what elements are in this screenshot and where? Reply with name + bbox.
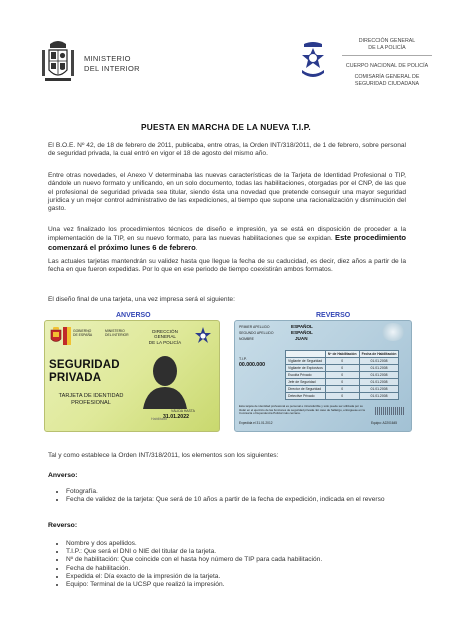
reverso-list [48, 540, 424, 589]
back-card-label: REVERSO [316, 312, 351, 319]
field-label: PRIMER APELLIDO [239, 325, 270, 329]
police-dg-line: DE LA POLICÍA [368, 45, 406, 51]
card-tip-subtitle [51, 393, 131, 406]
card-tip-line: PROFESIONAL [71, 399, 111, 406]
police-badge-icon [296, 40, 330, 82]
table-cell: 01.01.2008 [359, 358, 399, 365]
list-item: • Nº de habilitación: Que coincide con el hasta hoy número de TIP para cada habilitación. [66, 556, 424, 564]
table-header [286, 351, 326, 358]
field-value: ESPAÑOL [291, 330, 313, 335]
flag-stripe-yellow [67, 327, 71, 345]
field-value: ESPAÑOL [291, 324, 313, 329]
police-corps-line: SEGURIDAD CIUDADANA [354, 81, 420, 87]
barcode-strip [375, 407, 405, 415]
table-cell: 01.01.2008 [359, 386, 399, 393]
ministry-line: MINISTERIO [84, 54, 131, 63]
police-corps-line: CUERPO NACIONAL DE POLICÍA [345, 63, 429, 69]
list-item: • Fecha de habilitación. [66, 565, 424, 573]
paragraph-end: . [195, 244, 198, 252]
spain-coat-of-arms-icon [49, 327, 63, 345]
list-item: • Fotografía. [66, 488, 424, 496]
habilitations-table [285, 350, 399, 400]
table-row [286, 379, 399, 386]
paragraph-procedimiento-text: Una vez finalizado los procedimientos técnicos de diseño e impresión, ya se está en disposición de proceder a la implementación de la TIP, en su nuevo formato, para las nuevas habilitaciones que se expidan. [48, 226, 406, 243]
card-valid-label: VÁLIDA HASTA [171, 409, 195, 413]
list-item: • Fecha de validez de la tarjeta: Que será de 10 años a partir de la fecha de expedición, indicada en el reverso [66, 496, 424, 504]
card-valid-date: 31.01.2022 [163, 414, 189, 420]
card-dg-line: DE LA POLICÍA [148, 339, 182, 345]
tip-number: 00.000.000 [239, 362, 265, 368]
table-cell: Escolta Privado [286, 372, 326, 379]
paragraph-boe: El B.O.E. Nº 42, de 18 de febrero de 2011, publicaba, entre otras, la Orden INT/318/2011, de 1 de febrero, sobre personal de seguridad privada, la cual entró en vigor el 18 de agosto del mismo año. [48, 142, 406, 158]
card-ministry-line: MINISTERIO [105, 329, 125, 333]
card-tip-line: TARJETA DE IDENTIDAD [58, 393, 124, 399]
table-cell: Director de Seguridad [286, 386, 326, 393]
equipment-code: Equipo: A2201645 [371, 421, 398, 425]
ministry-line: DEL INTERIOR [84, 64, 140, 73]
start-date-emphasis: Este procedimiento comenzará el próximo lunes 6 de febrero [48, 233, 406, 252]
table-cell: 0 [325, 365, 359, 372]
tip-card-front [44, 320, 220, 432]
police-corps-line: COMISARÍA GENERAL DE [354, 74, 420, 80]
table-cell: 01.01.2008 [359, 393, 399, 400]
field-value: JUAN [295, 336, 308, 341]
list-item: • Equipo: Terminal de la UCSP que realizó la impresión. [66, 581, 424, 589]
card-dg-line: DIRECCIÓN GENERAL [152, 329, 178, 340]
card-ministry-line: DEL INTERIOR [105, 333, 129, 337]
anverso-heading: Anverso: [48, 472, 78, 479]
table-row [286, 393, 399, 400]
card-government-label [73, 329, 92, 337]
list-item: • T.I.P.: Que será el DNI o NIE del titular de la tarjeta. [66, 548, 424, 556]
tip-card-back [234, 320, 412, 432]
table-cell: 0 [325, 393, 359, 400]
table-row [286, 386, 399, 393]
table-header: Nº de Habilitación [325, 351, 359, 358]
page-header [0, 0, 452, 110]
card-government-line: DE ESPAÑA [73, 333, 93, 337]
front-card-label: ANVERSO [116, 312, 151, 319]
table-cell: 0 [325, 358, 359, 365]
card-dg-label [141, 329, 189, 345]
police-department-block [342, 38, 432, 116]
table-row [286, 358, 399, 365]
card-security-title [49, 359, 120, 385]
paragraph-procedimiento [48, 226, 406, 253]
reverso-heading: Reverso: [48, 522, 78, 529]
paragraph-elementos: Tal y como establece la Orden INT/318/2011, los elementos son los siguientes: [48, 452, 279, 459]
table-row [286, 365, 399, 372]
table-cell: 0 [325, 372, 359, 379]
paragraph-diseno: El diseño final de una tarjeta, una vez impresa será el siguiente: [48, 296, 235, 303]
expedition-date: Expedida el 31.01.2012 [239, 421, 273, 425]
table-header: Fecha de Habilitación [359, 351, 399, 358]
anverso-list [48, 488, 424, 504]
hologram-icon [381, 323, 405, 341]
card-ministry-label [105, 329, 129, 337]
table-header-row [286, 351, 399, 358]
card-security-line: SEGURIDAD [49, 359, 120, 371]
table-cell: Vigilante de Seguridad [286, 358, 326, 365]
table-row [286, 372, 399, 379]
table-cell: 01.01.2008 [359, 372, 399, 379]
table-cell: Jefe de Seguridad [286, 379, 326, 386]
table-cell: 0 [325, 379, 359, 386]
table-cell: Vigilante de Explosivos [286, 365, 326, 372]
card-security-line: PRIVADA [49, 372, 102, 384]
card-legal-notice: Esta tarjeta de identidad profesional es personal e intransferible y sólo puede ser utilizada por su titular en el ejercicio de las funciones de seguridad privada. En caso de hallazgo, entréguese en la Comisaría o Dependencia Policial más cercana. [239, 404, 365, 415]
table-cell: 0 [325, 386, 359, 393]
table-cell: 01.01.2008 [359, 379, 399, 386]
list-item: • Nombre y dos apellidos. [66, 540, 424, 548]
paragraph-validez: Las actuales tarjetas mantendrán su validez hasta que llegue la fecha de su caducidad, es decir, diez años a partir de la fecha en que fueron expedidas. Por lo que en ese periodo de tiempo coexistirán ambos formatos. [48, 258, 406, 274]
field-label: SEGUNDO APELLIDO [239, 331, 274, 335]
field-label: NOMBRE [239, 337, 254, 341]
table-cell: 01.01.2008 [359, 365, 399, 372]
holder-photo-silhouette [139, 351, 191, 409]
spain-coat-of-arms-icon [40, 40, 76, 86]
tip-label: T.I.P. [239, 357, 247, 361]
list-item: • Expedida el: Día exacto de la impresión de la tarjeta. [66, 573, 424, 581]
ministry-name [84, 54, 140, 74]
police-dg-line: DIRECCIÓN GENERAL [358, 38, 416, 44]
card-mark: Habilitado [151, 417, 167, 421]
card-government-line: GOBIERNO [73, 329, 92, 333]
police-badge-icon [193, 325, 213, 349]
paragraph-novedades: Entre otras novedades, el Anexo V determinaba las nuevas características de la Tarjeta de Identidad Profesional o TIP, dándole un nuevo formato y unificando, en un solo documento, todas las habilitaciones, otorgadas por el CNP, de las que el profesional de seguridad privada sea titular, siendo ésta una novedad que pretende conseguir una mayor seguridad jurídica y un mejor control administrativo de las expediciones, al tiempo que supone una racionalización y disminución del gasto. [48, 172, 406, 213]
document-title: PUESTA EN MARCHA DE LA NUEVA T.I.P. [141, 122, 311, 132]
table-cell: Detective Privado [286, 393, 326, 400]
